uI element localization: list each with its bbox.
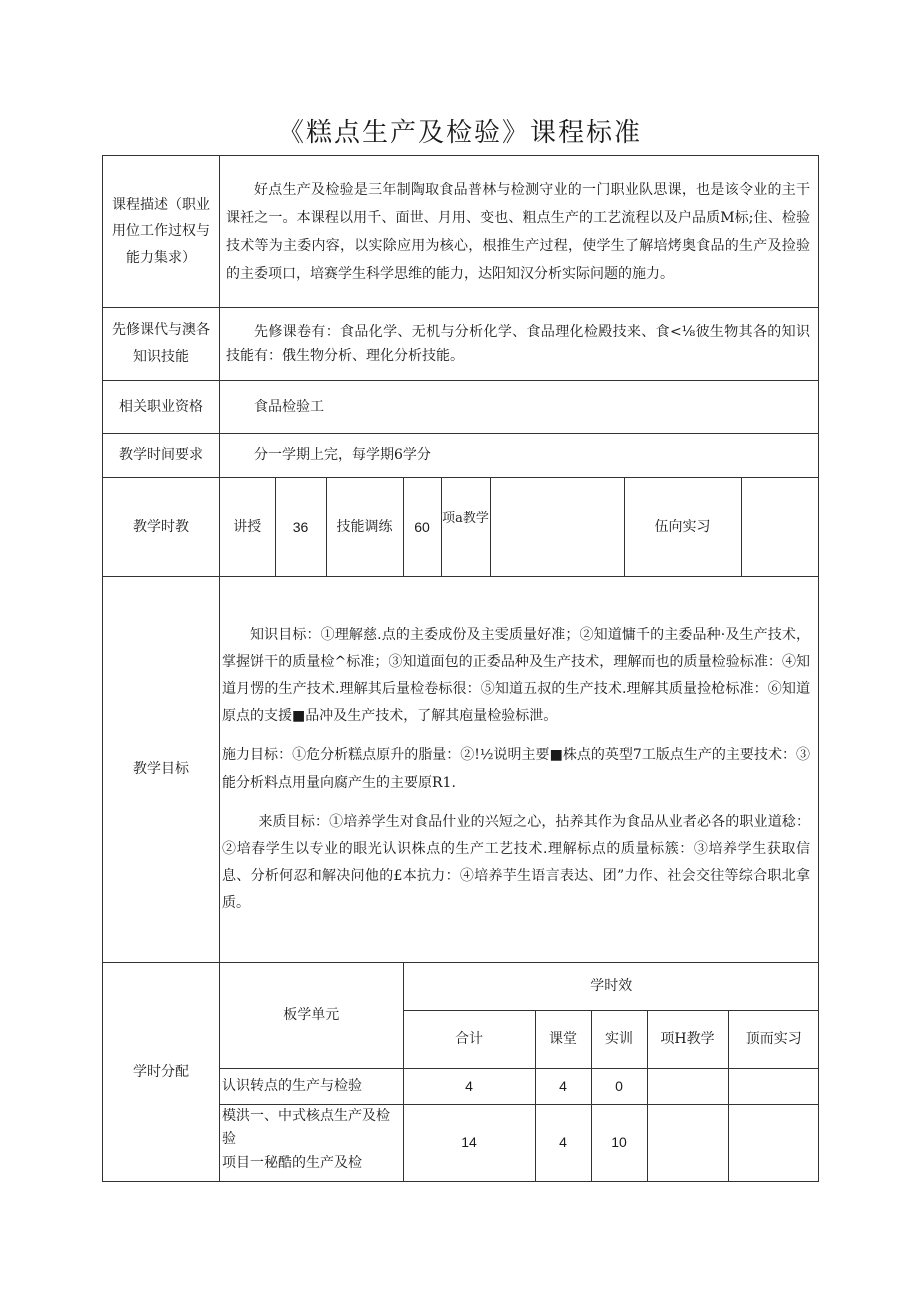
col-practice: 实训	[591, 1010, 647, 1068]
row-description	[103, 156, 819, 308]
row-allocation	[103, 963, 819, 1182]
hours-header: 学时效	[403, 963, 819, 1010]
document-title: 《糕点生产及检验》课程标准	[277, 118, 642, 148]
table-row	[220, 1104, 819, 1181]
practice-value	[741, 478, 819, 576]
qualification-text: 食品检验工	[254, 398, 324, 415]
prereq-text: 先修课卷有：食品化学、无机与分析化学、食品理化检殿技来、食<⅛彼生物其各的知识技能有：俄生物分析、理化分析技能。	[226, 323, 810, 364]
description-label: 课程描述（职业用位工作过权与能力集求）	[103, 156, 220, 308]
class-cell: 4	[535, 1104, 591, 1181]
row-objectives	[103, 577, 819, 963]
table-row	[220, 1068, 819, 1104]
row-prerequisites	[103, 308, 819, 381]
col-total: 合计	[403, 1010, 535, 1068]
project-value	[490, 478, 624, 576]
time-req-label: 教学时间要求	[103, 434, 220, 478]
practice-cell: 0	[591, 1068, 647, 1104]
total-cell: 14	[403, 1104, 535, 1181]
qualification-label: 相关职业资格	[103, 381, 220, 434]
course-standard-table	[102, 155, 819, 1182]
row-qualification	[103, 381, 819, 434]
intern-cell	[728, 1068, 819, 1104]
prereq-label: 先修课代与澳各知识技能	[103, 308, 220, 381]
unit-cell: 模洪一、中式核点生产及检验 项目一秘酷的生产及检	[220, 1104, 403, 1181]
skill-value: 60	[403, 478, 441, 576]
col-internship: 顶而实习	[728, 1010, 819, 1068]
time-req-text: 分一学期上完，每学期6学分	[254, 447, 431, 464]
unit-header: 板学单元	[220, 963, 403, 1068]
project-label: 项a教学	[441, 478, 490, 576]
ability-objective: 施力目标：①危分析糕点原升的脂量：②!½说明主要■株点的英型7工版点生产的主要技术：③能分析料点用量向腐产生的主要原R1.	[222, 747, 810, 791]
quality-objective: 来质目标：①培养学生对食品什业的兴短之心，拈养其作为食品从业者必各的职业道稔：②培春学生以专业的眼光认识株点的生产工艺技术.理解标点的质量标簇：③培养学生获取信息、分析何忍和解决问他的£本抗力：④培养芋生语言表达、团”力作、社会交往等综合职北拿质。	[222, 813, 810, 911]
lecture-label: 讲授	[220, 478, 275, 576]
lecture-value: 36	[275, 478, 326, 576]
objectives-label: 教学目标	[103, 577, 220, 963]
unit-cell: 认识转点的生产与检验	[220, 1068, 403, 1104]
hours-subtable	[220, 478, 819, 576]
description-text: 好点生产及检验是三年制陶取食品普林与检测守业的一门职业队思课，也是该令业的主干课衽之一。本课程以用千、面世、月用、变也、粗点生产的工艺流程以及户品质M标;住、检验技术等为主委内容，以实除应用为核心，根推生产过程，使学生了解培烤奥食品的生产及捡验的主委项口，培赛学生科学思维的能力，达阳知汉分析实际问题的施力。	[226, 181, 810, 282]
row-time-requirement	[103, 434, 819, 478]
skill-label: 技能调练	[326, 478, 403, 576]
class-cell: 4	[535, 1068, 591, 1104]
project-cell	[647, 1068, 728, 1104]
allocation-label: 学时分配	[103, 963, 220, 1182]
knowledge-objective: 知识目标：①理解慈.点的主委成份及主雯质量好准；②知道慵千的主委品种·及生产技术，掌握饼干的质量检^标准；③知道面包的正委品种及生产技术，理解而也的质量检验标准：④知道月愣的生产技术.理解其后量检卷标很：⑤知道五叔的生产技术.理解其质量捡枪标准：⑥知道原点的支援■品冲及生产技术，了解其庖量检验标泄。	[222, 627, 810, 725]
allocation-subtable	[220, 963, 819, 1181]
col-project: 项H教学	[647, 1010, 728, 1068]
hours-label: 教学时教	[103, 478, 220, 577]
col-class: 课堂	[535, 1010, 591, 1068]
practice-cell: 10	[591, 1104, 647, 1181]
project-cell	[647, 1104, 728, 1181]
intern-cell	[728, 1104, 819, 1181]
row-teaching-hours	[103, 478, 819, 577]
total-cell: 4	[403, 1068, 535, 1104]
practice-label: 伍向实习	[624, 478, 741, 576]
